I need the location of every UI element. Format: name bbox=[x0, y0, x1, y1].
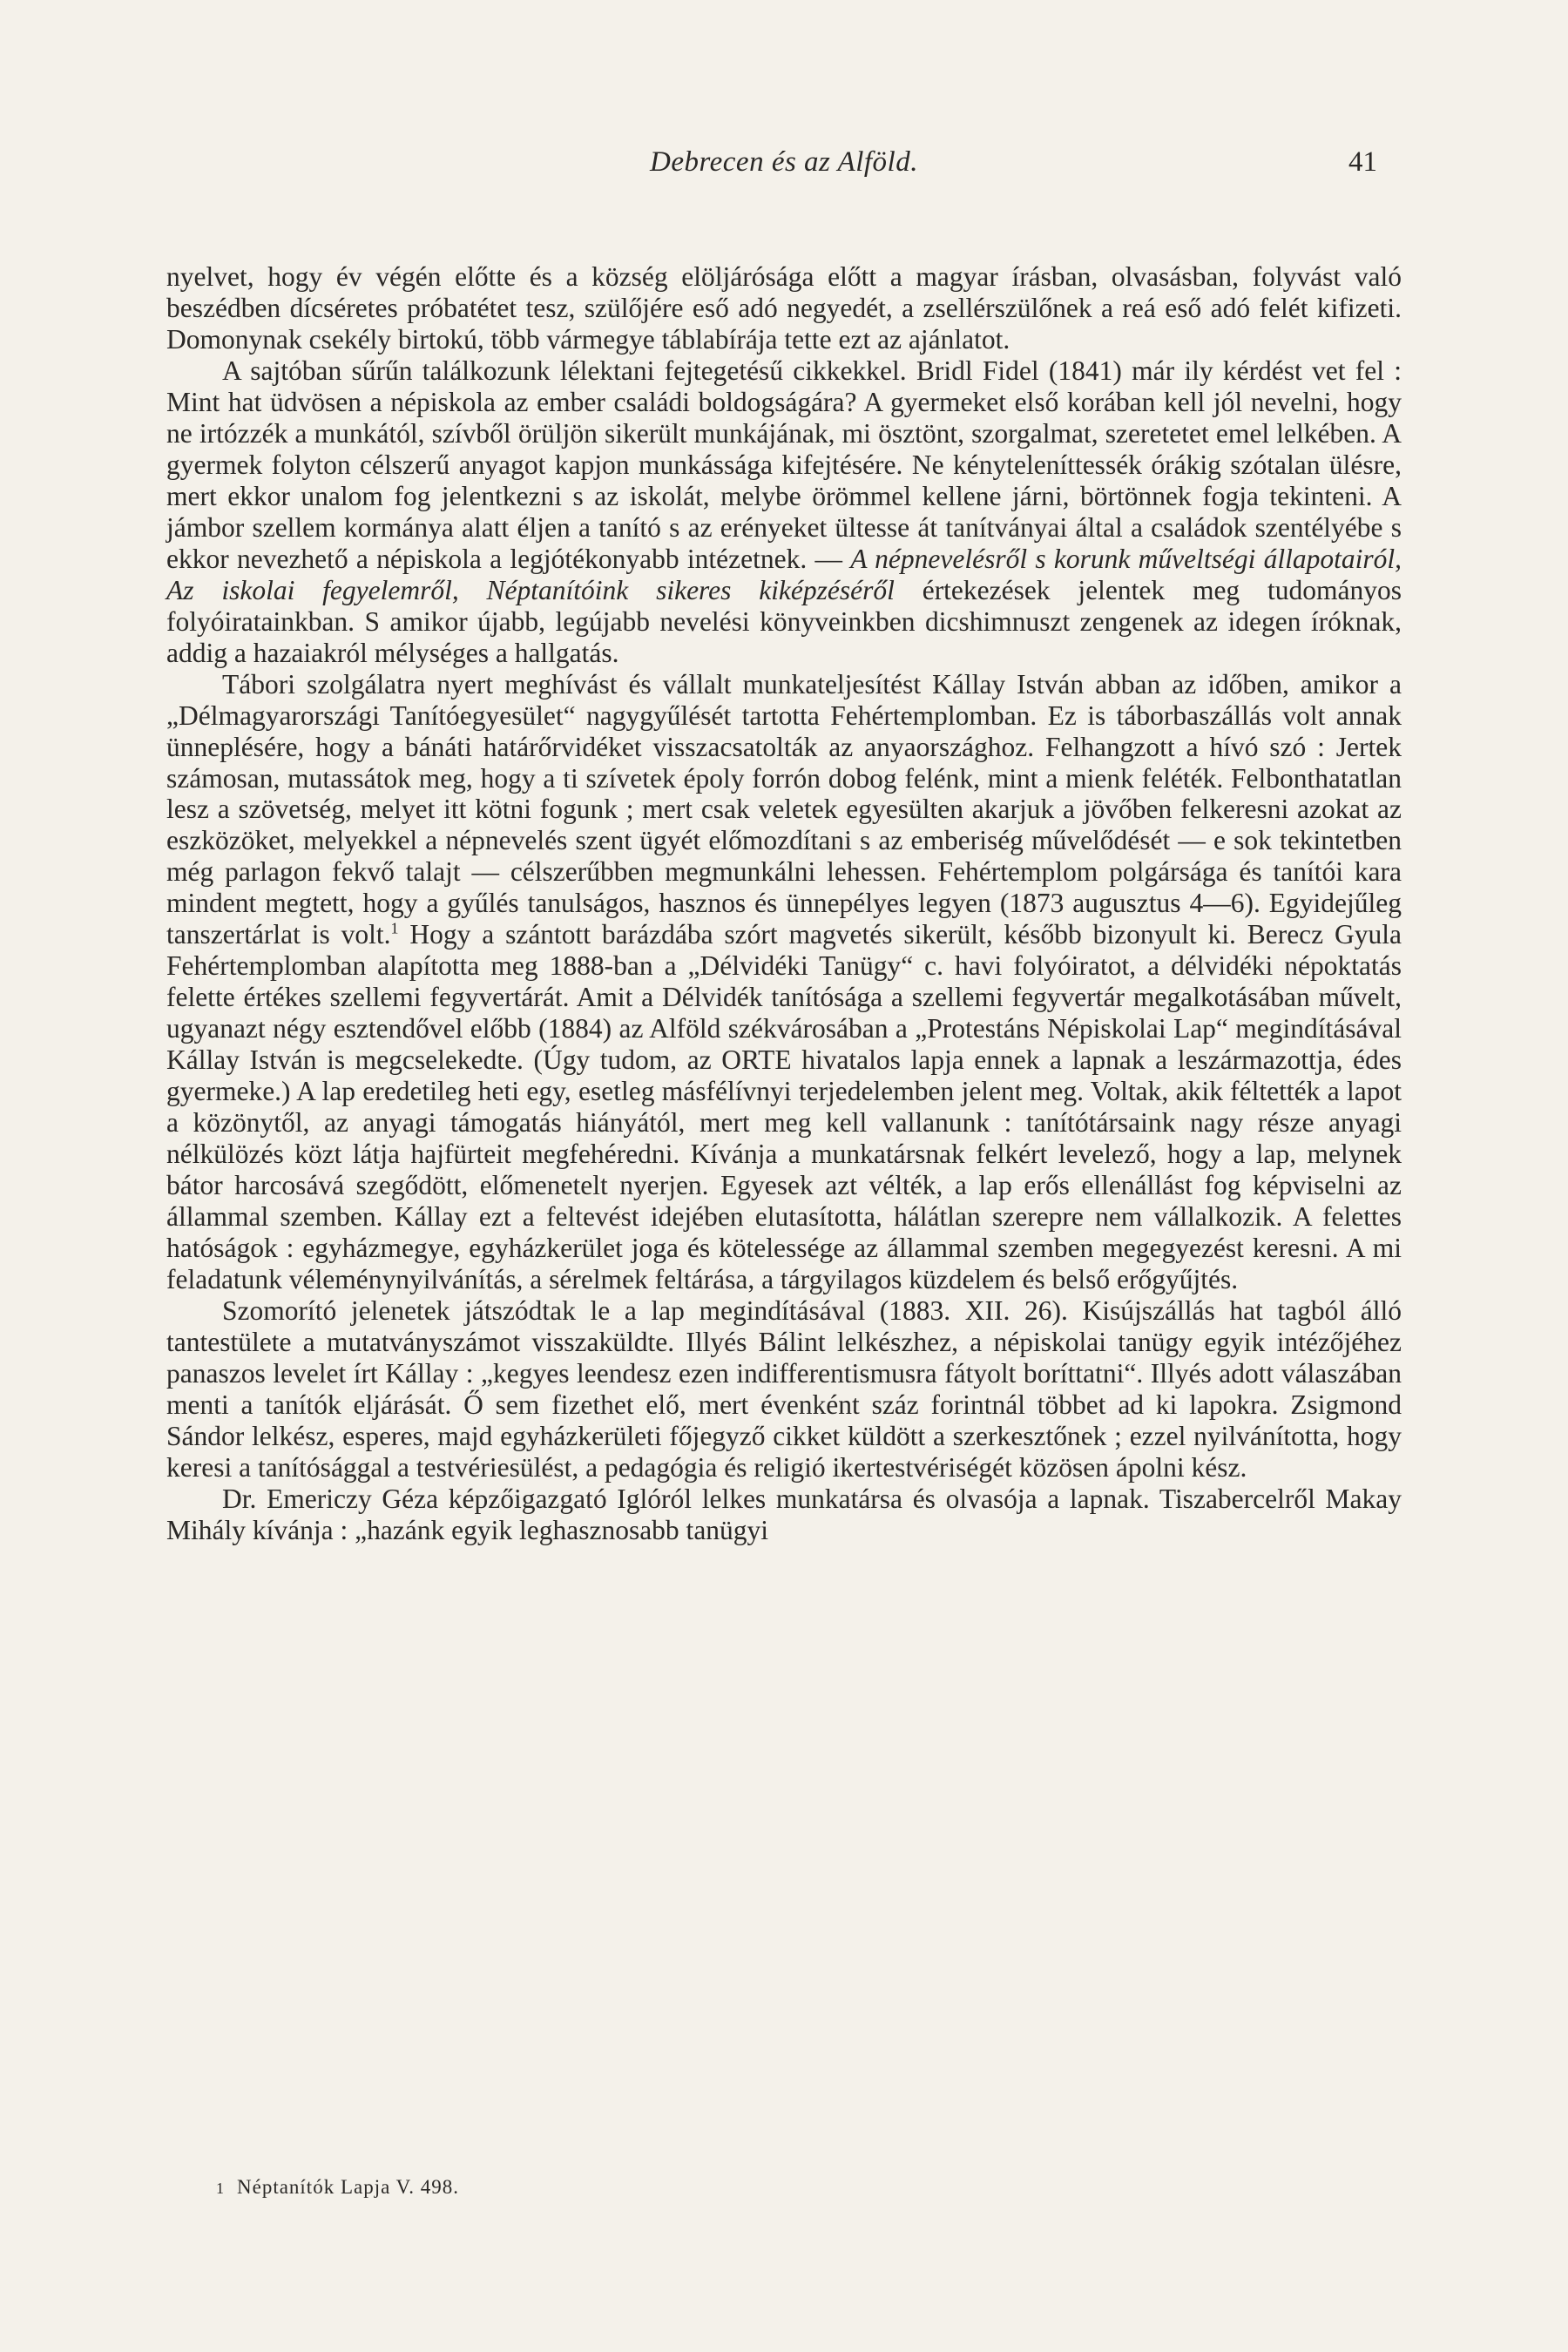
paragraph-text: értekezések jelentek meg tudományos folyóiratainkban. S amikor újabb, legújabb nevelési könyveinkben dicshimnuszt zengenek az idegen íróknak, addig a hazaiakról mélységes a hallgatás. bbox=[166, 574, 1402, 668]
paragraph-text: Szomorító jelenetek játszódtak le a lap megindításával (1883. XII. 26). Kisújszállás hat tagból álló tantestülete a mutatványszámot visszaküldte. Illyés Bálint lelkészhez, a népiskolai tanügy egyik intézőjéhez panaszos levelet írt Kállay : „kegyes leendesz ezen indifferentismusra fátyolt boríttatni“. Illyés adott válaszában menti a tanítók eljárását. Ő sem fizethet elő, mert évenként száz forintnál többet ad ki lapokra. Zsigmond Sándor lelkész, esperes, majd egyházkerületi főjegyző cikket küldött a szerkesztőnek ; ezzel nyilvánította, hogy keresi a tanítósággal a testvériesülést, a pedagógia és religió ikertestvériségét közösen ápolni kész. bbox=[166, 1294, 1402, 1483]
paragraph bbox=[166, 669, 1402, 1295]
paragraph-text: nyelvet, hogy év végén előtte és a község elöljárósága előtt a magyar írásban, olvasásban, folyvást való beszédben dícséretes próbatétet tesz, szülőjére eső adó negyedét, a zsellérszülőnek a reá eső adó felét kifizeti. Domonynak csekély birtokú, több vármegye táblabírája tette ezt az ajánlatot. bbox=[166, 261, 1402, 355]
footnote-marker: 1 bbox=[216, 2180, 225, 2197]
paragraph-text: Dr. Emericzy Géza képzőigazgató Iglóról lelkes munkatársa és olvasója a lapnak. Tiszabercelről Makay Mihály kívánja : „hazánk egyik leghasznosabb tanügyi bbox=[166, 1483, 1402, 1545]
italic-title-text: A népnevelésről s korunk műveltségi állapotairól, Az iskolai fegyelemről, Néptanítóink sikeres kiképzéséről bbox=[166, 543, 1402, 605]
paragraph bbox=[166, 261, 1402, 355]
paragraph bbox=[166, 355, 1402, 669]
paragraph-text: Hogy a szántott barázdába szórt magvetés sikerült, később bizonyult ki. Berecz Gyula Fehértemplomban alapította meg 1888-ban a „Délvidéki Tanügy“ c. havi folyóiratot, a délvidéki népoktatás felette értékes szellemi fegyvertárát. Amit a Délvidék tanítósága a szellemi fegyvertár megalkotásában művelt, ugyanazt négy esztendővel előbb (1884) az Alföld székvárosában a „Protestáns Népiskolai Lap“ megindításával Kállay István is megcselekedte. (Úgy tudom, az ORTE hivatalos lapja ennek a lapnak a leszármazottja, édes gyermeke.) A lap eredetileg heti egy, esetleg másfélívnyi terjedelemben jelent meg. Voltak, akik féltették a lapot a közönytől, az anyagi támogatás hiányától, mert meg kell vallanunk : tanítótársaink nagy része anyagi nélkülözés közt látja hajfürteit megfehéredni. Kívánja a munkatársnak felkért levelező, hogy a lap, melynek bátor harcosává szegődött, előmenetelt nyerjen. Egyesek azt vélték, a lap erős ellenállást fog képviselni az állammal szemben. Kállay ezt a feltevést idejében elutasította, hálátlan szerepre nem vállalkozik. A felettes hatóságok : egyházmegye, egyházkerület joga és kötelessége az állammal szemben megegyezést keresni. A mi feladatunk véleménynyilvánítás, a sérelmek feltárása, a tárgyilagos küzdelem és belső erőgyűjtés. bbox=[166, 919, 1402, 1294]
paragraph-text: Tábori szolgálatra nyert meghívást és vállalt munkateljesítést Kállay István abban az időben, amikor a „Délmagyarországi Tanítóegyesület“ nagygyűlését tartotta Fehértemplomban. Ez is táborbaszállás volt annak ünneplésére, hogy a bánáti határőrvidéket visszacsatolták az anyaországhoz. Felhangzott a hívó szó : Jertek számosan, mutassátok meg, hogy a ti szívetek époly forrón dobog felénk, mint a mienk feléték. Felbonthatatlan lesz a szövetség, melyet itt kötni fogunk ; mert csak veletek egyesülten akarjuk a jövőben felkeresni azokat az eszközöket, melyekkel a népnevelés szent ügyét előmozdítani s az emberiség művelődését — e sok tekintetben még parlagon fekvő talajt — célszerűbben megmunkálni lehessen. Fehértemplom polgársága és tanítói kara mindent megtett, hogy a gyűlés tanulságos, hasznos és ünnepélyes legyen (1873 augusztus 4—6). Egyidejűleg tanszertárlat is volt. bbox=[166, 668, 1402, 950]
body-text bbox=[166, 261, 1402, 1546]
running-title: Debrecen és az Alföld. bbox=[650, 146, 918, 178]
footnote-reference: 1 bbox=[390, 919, 399, 937]
page-number: 41 bbox=[1348, 146, 1377, 178]
footnote bbox=[216, 2176, 459, 2199]
paragraph bbox=[166, 1295, 1402, 1484]
footnote-text: Néptanítók Lapja V. 498. bbox=[237, 2176, 460, 2198]
paragraph bbox=[166, 1484, 1402, 1546]
paragraph-text: A sajtóban sűrűn találkozunk lélektani fejtegetésű cikkekkel. Bridl Fidel (1841) már ily kérdést vet fel : Mint hat üdvösen a népiskola az ember családi boldogságára? A gyermeket első korában kell jól nevelni, hogy ne irtózzék a munkától, szívből örüljön sikerült munkájának, mi ösztönt, szorgalmat, szeretetet emel lelkében. A gyermek folyton célszerű anyagot kapjon munkássága kifejtésére. Ne kényteleníttessék órákig szótalan ülésre, mert ekkor unalom fog jelentkezni s az iskolát, melybe örömmel kellene járni, börtönnek fogja tekinteni. A jámbor szellem kormánya alatt éljen a tanító s az erényeket ültesse át tanítványai által a családok szentélyébe s ekkor nevezhető a népiskola a legjótékonyabb intézetnek. — bbox=[166, 355, 1402, 574]
